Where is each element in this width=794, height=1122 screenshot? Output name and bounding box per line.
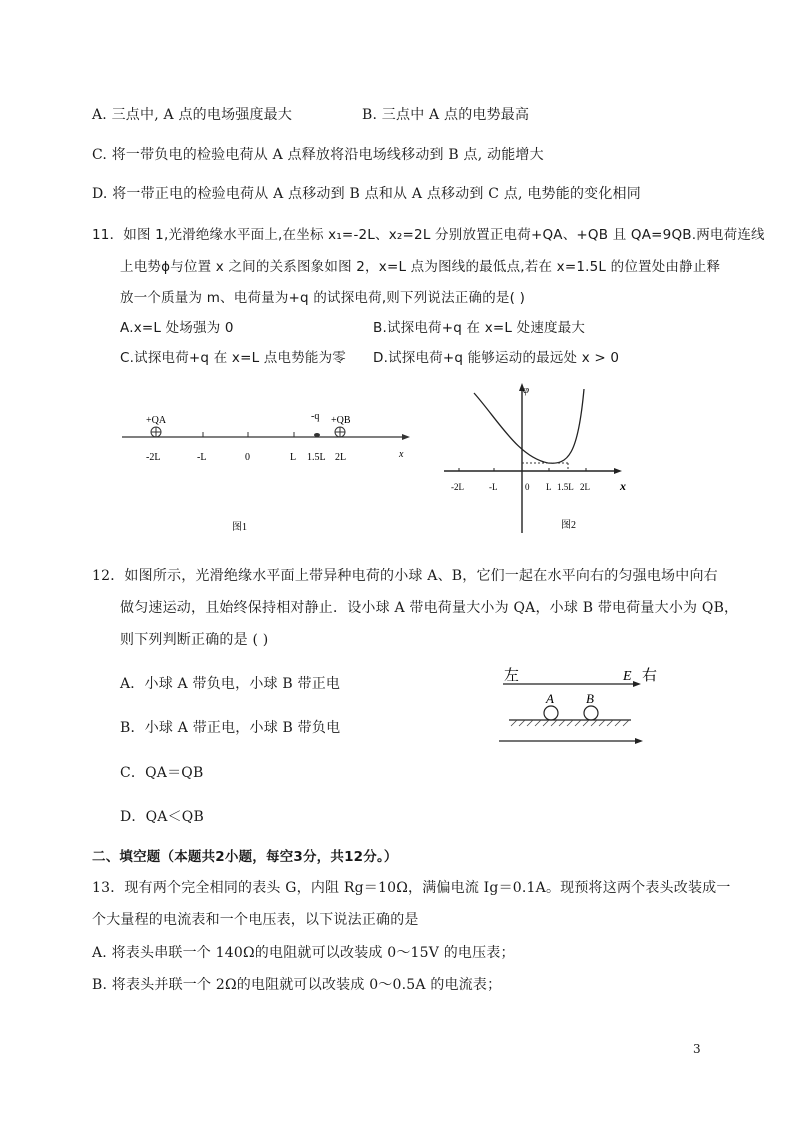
label-ball-b: B: [586, 691, 594, 706]
fig1-tick-label: L: [290, 452, 297, 463]
q13-stem-line2: 个大量程的电流表和一个电压表，以下说法正确的是: [92, 912, 419, 928]
fig2-tick-label: -L: [489, 482, 498, 492]
fig1-test-charge: [314, 433, 320, 437]
q11-stem-line3: 放一个质量为 m、电荷量为+q 的试探电荷,则下列说法正确的是( ): [120, 290, 526, 306]
q11-option-b: B.试探电荷+q 在 x=L 处速度最大: [373, 320, 586, 336]
fig1-label-qa: +QA: [146, 415, 167, 426]
fig2-y-label: φ: [523, 384, 530, 396]
q12-figure: [495, 660, 665, 750]
fig2-potential-curve: [474, 389, 584, 463]
q12-option-a: A．小球 A 带负电，小球 B 带正电: [120, 676, 341, 692]
fig2-tick-label: 2L: [580, 482, 590, 492]
fig2-tick-label: 0: [525, 482, 530, 492]
q13-stem-line1: 13．现有两个完全相同的表头 G，内阻 Rg＝10Ω，满偏电流 Ig＝0.1A。现预将这两个表头改装成一: [92, 880, 731, 896]
q10-option-c: C. 将一带负电的检验电荷从 A 点释放将沿电场线移动到 B 点, 动能增大: [92, 147, 544, 163]
q11-stem-line2: 上电势ϕ与位置 x 之间的关系图象如图 2，x=L 点为图线的最低点,若在 x=1.5L 的位置处由静止释: [120, 259, 721, 275]
figure-1: [118, 405, 418, 535]
q13-option-b: B. 将表头并联一个 2Ω的电阻就可以改装成 0～0.5A 的电流表；: [92, 977, 502, 993]
label-right: 右: [642, 668, 658, 684]
fig1-label-q: -q: [311, 411, 320, 422]
q12-option-b: B．小球 A 带正电，小球 B 带负电: [120, 720, 341, 736]
q11-option-d: D.试探电荷+q 能够运动的最远处 x > 0: [373, 350, 620, 366]
fig2-tick-label: L: [546, 482, 552, 492]
fig1-caption: 图1: [232, 522, 247, 533]
q12-stem-line1: 12．如图所示，光滑绝缘水平面上带异种电荷的小球 A、B，它们一起在水平向右的匀强电场中向右: [92, 568, 718, 584]
label-ball-a: A: [546, 691, 554, 706]
fig2-tick-label: -2L: [451, 482, 464, 492]
ball-a: [544, 706, 558, 720]
label-left: 左: [504, 668, 520, 684]
q12-stem-line3: 则下列判断正确的是 ( ): [120, 632, 269, 648]
q12-option-c: C．QA＝QB: [120, 765, 204, 781]
fig1-axis-label: x: [399, 449, 404, 460]
page-number: 3: [693, 1042, 701, 1056]
fig1-label-qb: +QB: [331, 415, 351, 426]
ground-hatching: [511, 720, 629, 726]
fig1-tick-label: -L: [197, 452, 207, 463]
fig2-caption: 图2: [561, 520, 576, 531]
section-heading: 二、填空题（本题共2小题，每空3分，共12分。）: [92, 849, 398, 865]
q11-option-a: A.x=L 处场强为 0: [120, 320, 234, 336]
fig2-tick-label: 1.5L: [557, 482, 574, 492]
fig1-tick-label: 1.5L: [307, 452, 326, 463]
q10-option-a: A. 三点中, A 点的电场强度最大: [92, 107, 293, 123]
fig1-tick-label: -2L: [146, 452, 161, 463]
q11-option-c: C.试探电荷+q 在 x=L 点电势能为零: [120, 350, 346, 366]
fig1-tick-label: 2L: [335, 452, 347, 463]
fig1-tick-label: 0: [245, 452, 250, 463]
ball-b: [584, 706, 598, 720]
q12-stem-line2: 做匀速运动，且始终保持相对静止．设小球 A 带电荷量大小为 QA，小球 B 带电荷量大小为 QB，: [120, 600, 739, 616]
fig2-x-label: x: [620, 479, 626, 493]
fig2-x-arrow: [614, 468, 622, 474]
q12-option-d: D．QA＜QB: [120, 809, 204, 825]
label-field: E: [623, 669, 632, 684]
q10-option-d: D. 将一带正电的检验电荷从 A 点移动到 B 点和从 A 点移动到 C 点, 电势能的变化相同: [92, 186, 641, 202]
field-arrow-bottom-head: [635, 738, 643, 744]
q13-option-a: A. 将表头串联一个 140Ω的电阻就可以改装成 0～15V 的电压表；: [92, 945, 515, 961]
fig1-axis-arrow: [402, 434, 410, 440]
q10-option-b: B. 三点中 A 点的电势最高: [362, 107, 530, 123]
figure-2: [440, 375, 640, 537]
field-arrow-head: [633, 681, 641, 687]
q11-stem-line1: 11．如图 1,光滑绝缘水平面上,在坐标 x₁=-2L、x₂=2L 分别放置正电荷+QA、+QB 且 QA=9QB.两电荷连线: [92, 227, 765, 243]
